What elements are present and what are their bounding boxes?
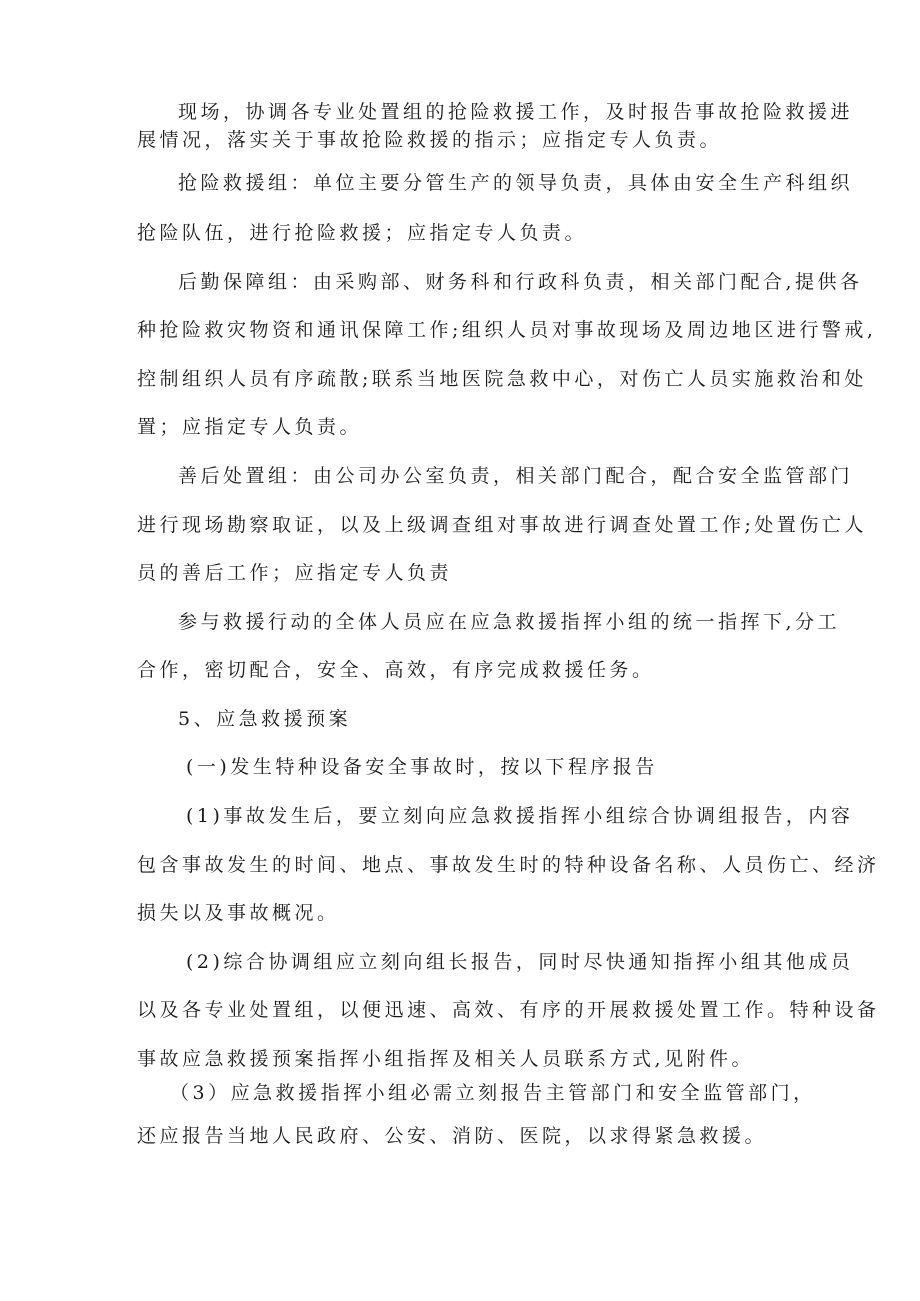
text-line: 进行现场勘察取证，以及上级调查组对事故进行调查处置工作;处置伤亡人 xyxy=(137,514,867,536)
text-line: 控制组织人员有序疏散;联系当地医院急救中心，对伤亡人员实施救治和处 xyxy=(137,368,867,390)
text-line: 事故应急救援预案指挥小组指挥及相关人员联系方式,见附件。 xyxy=(137,1048,755,1070)
text-line: 种抢险救灾物资和通讯保障工作;组织人员对事故现场及周边地区进行警戒, xyxy=(137,319,877,341)
text-line: 还应报告当地人民政府、公安、消防、医院，以求得紧急救援。 xyxy=(137,1125,768,1147)
subsection-heading: (一)发生特种设备安全事故时，按以下程序报告 xyxy=(186,756,658,778)
text-line: 后勤保障组：由采购部、财务科和行政科负责，相关部门配合,提供各 xyxy=(178,271,863,293)
text-line: 置；应指定专人负责。 xyxy=(137,416,363,438)
text-line: (2)综合协调组应立刻向组长报告，同时尽快通知指挥小组其他成员 xyxy=(186,951,854,973)
text-line: 展情况，落实关于事故抢险救援的指示；应指定专人负责。 xyxy=(137,129,723,151)
text-line: 抢险救援组：单位主要分管生产的领导负责，具体由安全生产科组织 xyxy=(178,172,854,194)
text-line: (1)事故发生后，要立刻向应急救援指挥小组综合协调组报告，内容 xyxy=(186,805,854,827)
text-line: 损失以及事故概况。 xyxy=(137,902,340,924)
text-line: 以及各专业处置组，以便迅速、高效、有序的开展救援处置工作。特种设备 xyxy=(137,999,880,1021)
text-line: 善后处置组：由公司办公室负责，相关部门配合，配合安全监管部门 xyxy=(178,465,854,487)
text-line: 现场，协调各专业处置组的抢险救援工作，及时报告事故抢险救援进 xyxy=(178,101,854,123)
text-line: 员的善后工作；应指定专人负责 xyxy=(137,562,453,584)
section-heading: 5、应急救援预案 xyxy=(178,708,352,730)
text-line: 包含事故发生的时间、地点、事故发生时的特种设备名称、人员伤亡、经济 xyxy=(137,854,880,876)
text-line: 抢险队伍，进行抢险救援；应指定专人负责。 xyxy=(137,222,588,244)
text-line: 合作，密切配合，安全、高效，有序完成救援任务。 xyxy=(137,659,655,681)
text-line: 参与救援行动的全体人员应在应急救援指挥小组的统一指挥下,分工 xyxy=(178,611,841,633)
text-line: （3）应急救援指挥小组必需立刻报告主管部门和安全监管部门， xyxy=(170,1082,816,1104)
